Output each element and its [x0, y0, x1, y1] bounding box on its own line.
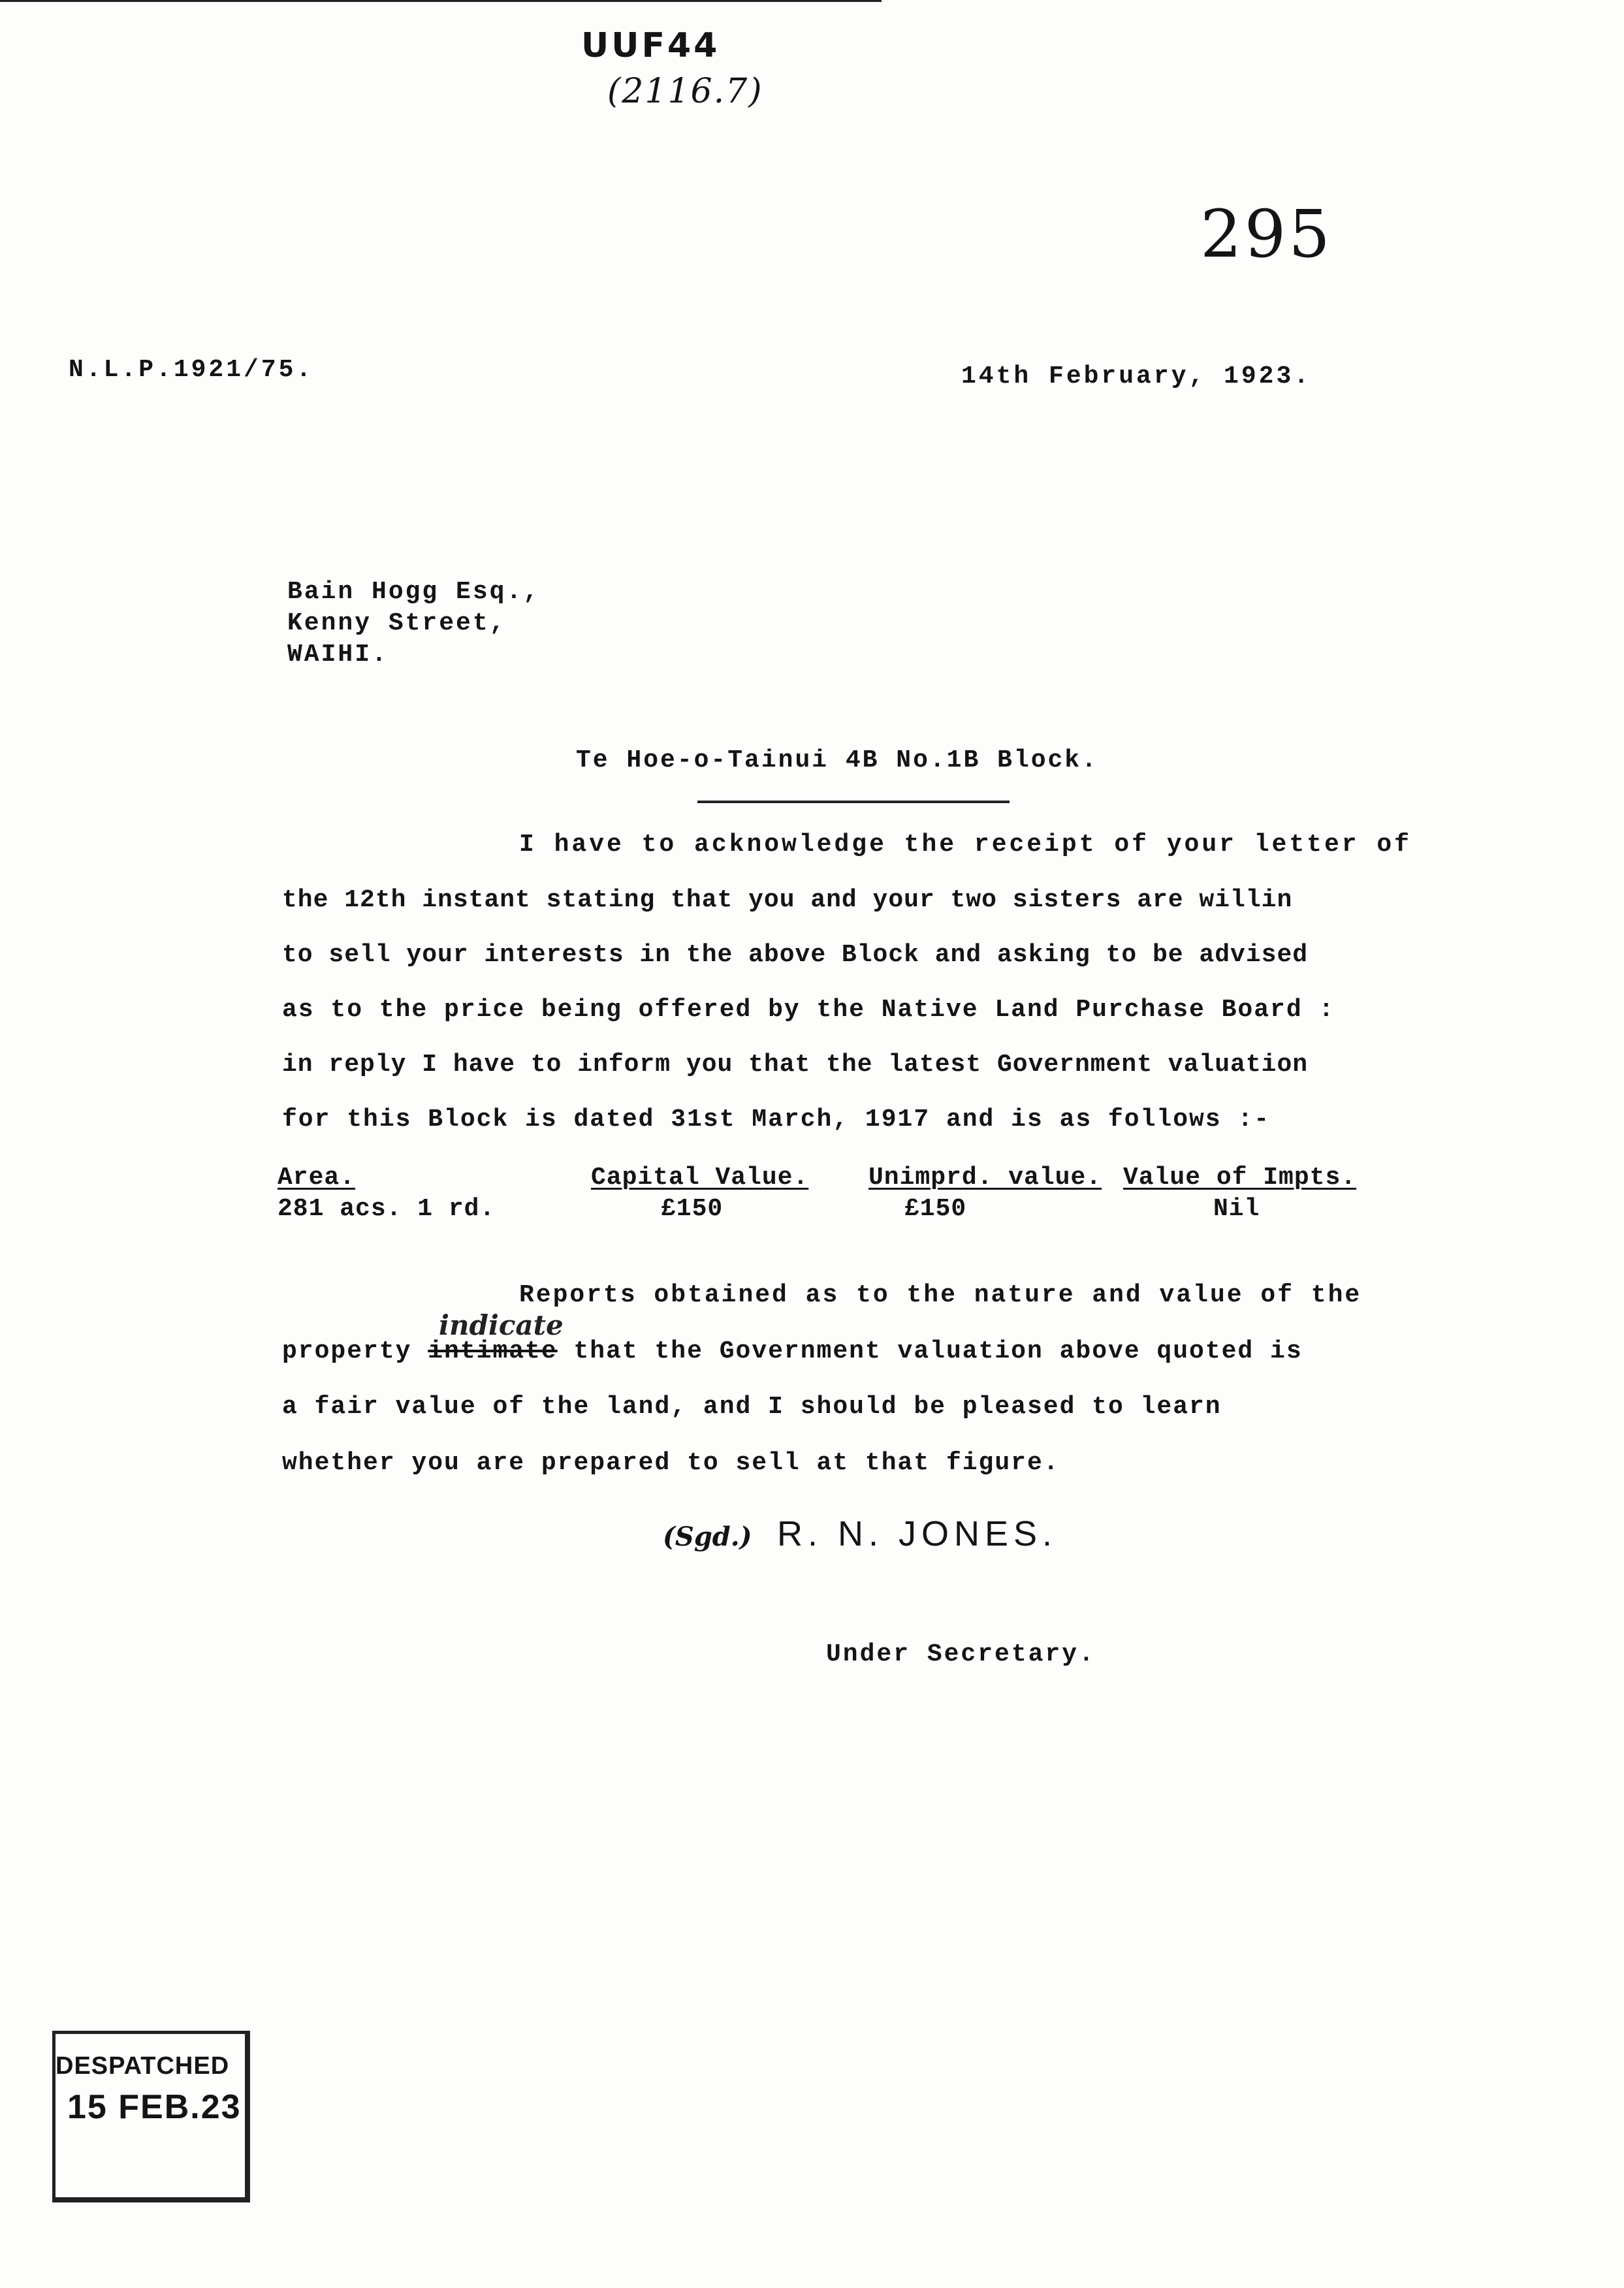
folio-number: 295	[1200, 196, 1333, 272]
valuation-value-unimproved: £150	[904, 1195, 967, 1223]
addressee-line-2: Kenny Street,	[287, 609, 507, 637]
paragraph1-line-4: as to the price being offered by the Native Land Purchase Board :	[282, 996, 1335, 1024]
handwritten-correction: indicate	[439, 1309, 564, 1341]
valuation-value-area: 281 acs. 1 rd.	[278, 1195, 496, 1223]
paragraph1-line-1: I have to acknowledge the receipt of your letter of	[519, 831, 1412, 859]
paragraph2-line-2	[282, 1337, 1303, 1365]
page-top-edge	[0, 0, 882, 2]
paragraph1-line-2: the 12th instant stating that you and your two sisters are willin	[282, 886, 1293, 914]
despatched-stamp	[52, 2031, 250, 2202]
paragraph2-line-2-end: that the Government valuation above quoted is	[557, 1337, 1303, 1365]
valuation-header-area: Area.	[278, 1164, 356, 1192]
valuation-header-improvements: Value of Impts.	[1123, 1164, 1357, 1192]
paragraph2-line-1: Reports obtained as to the nature and value of the	[519, 1281, 1362, 1309]
addressee-line-1: Bain Hogg Esq.,	[287, 578, 541, 606]
subject-line: Te Hoe-o-Tainui 4B No.1B Block.	[576, 746, 1098, 774]
reference-number: N.L.P.1921/75.	[69, 356, 314, 384]
valuation-header-unimproved: Unimprd. value.	[868, 1164, 1102, 1192]
valuation-header-capital: Capital Value.	[591, 1164, 809, 1192]
struck-word: intimate	[428, 1337, 558, 1365]
stamp-label: DESPATCHED	[56, 2052, 230, 2080]
stamp-date: 15 FEB.23	[67, 2088, 242, 2126]
valuation-value-improvements: Nil	[1213, 1195, 1260, 1223]
signature-name: R. N. JONES.	[777, 1514, 1058, 1553]
paragraph1-line-6: for this Block is dated 31st March, 1917 and is as follows :-	[282, 1105, 1271, 1134]
valuation-value-capital: £150	[661, 1195, 724, 1223]
addressee-line-3: WAIHI.	[287, 641, 389, 669]
subject-rule	[697, 801, 1010, 803]
archive-mark-ref: (2116.7)	[607, 72, 763, 111]
paragraph2-line-2-start: property	[282, 1337, 428, 1365]
signature-title: Under Secretary.	[826, 1640, 1096, 1668]
letter-date: 14th February, 1923.	[961, 362, 1312, 390]
signature-prefix: (Sgd.)	[663, 1521, 752, 1552]
paragraph2-line-3: a fair value of the land, and I should be pleased to learn	[282, 1393, 1222, 1421]
paragraph2-line-4: whether you are prepared to sell at that figure.	[282, 1449, 1060, 1477]
paragraph1-line-3: to sell your interests in the above Block and asking to be advised	[282, 941, 1309, 969]
paragraph1-line-5: in reply I have to inform you that the latest Government valuation	[282, 1051, 1309, 1079]
archive-mark-top: UUF44	[581, 26, 720, 65]
